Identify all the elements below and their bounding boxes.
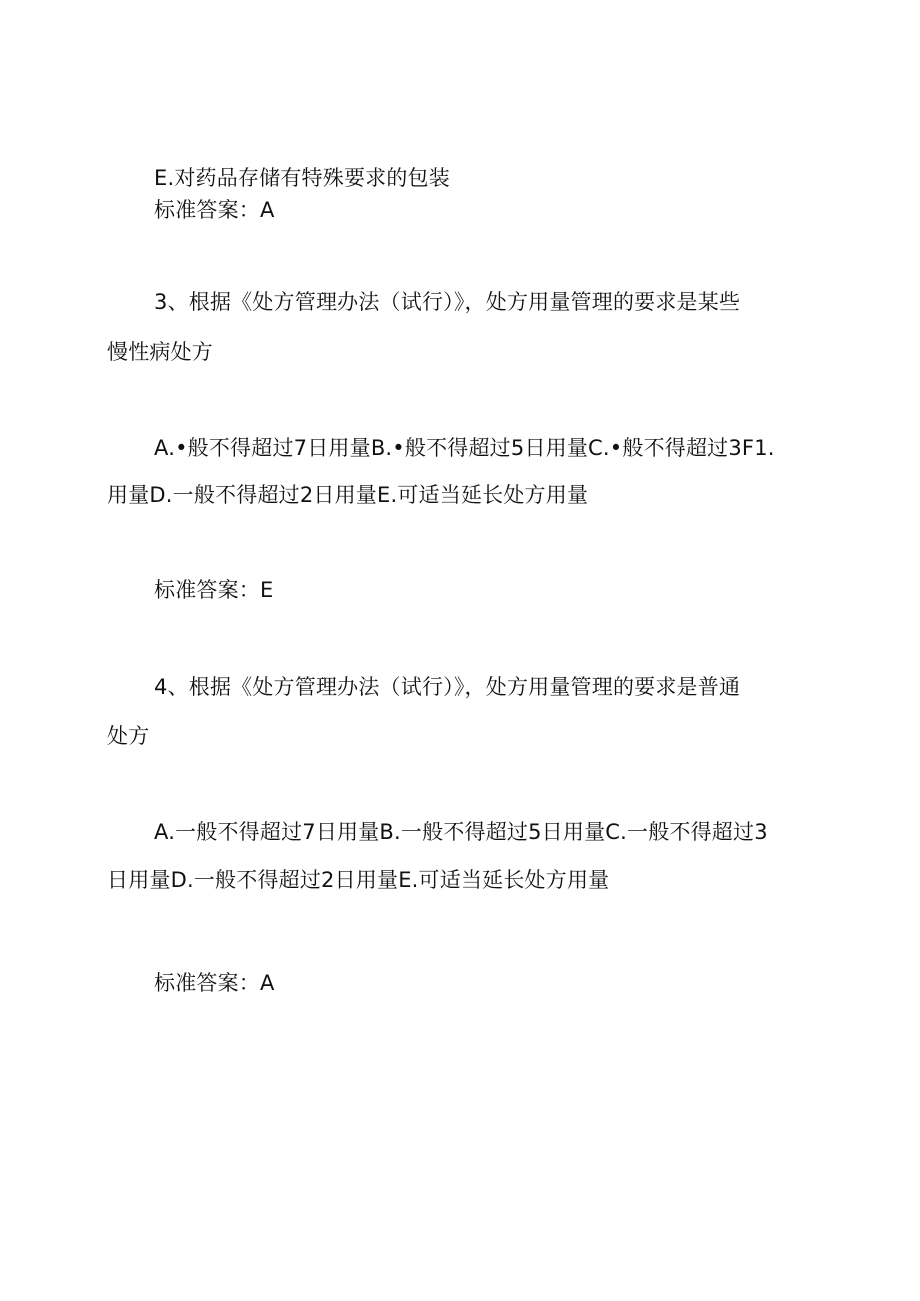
q4-options-line1: A.一般不得超过7日用量B.一般不得超过5日用量C.一般不得超过3 (154, 820, 768, 844)
q3-options-line1: A.•般不得超过7日用量B.•般不得超过5日用量C.•般不得超过3F1. (154, 436, 775, 460)
prev-question-answer: 标准答案：A (154, 198, 275, 222)
q4-stem-line1: 4、根据《处方管理办法（试行）》，处方用量管理的要求是普通 (154, 675, 741, 699)
q4-answer: 标准答案：A (154, 971, 275, 995)
q4-options-line2: 日用量D.一般不得超过2日用量E.可适当延长处方用量 (107, 868, 610, 892)
q3-stem-line1: 3、根据《处方管理办法（试行）》，处方用量管理的要求是某些 (154, 290, 741, 314)
q3-answer: 标准答案：E (154, 578, 274, 602)
prev-question-option-e: E.对药品存储有特殊要求的包装 (154, 166, 450, 190)
q3-options-line2: 用量D.一般不得超过2日用量E.可适当延长处方用量 (107, 483, 589, 507)
q3-stem-line2: 慢性病处方 (107, 340, 213, 364)
q4-stem-line2: 处方 (107, 724, 150, 748)
